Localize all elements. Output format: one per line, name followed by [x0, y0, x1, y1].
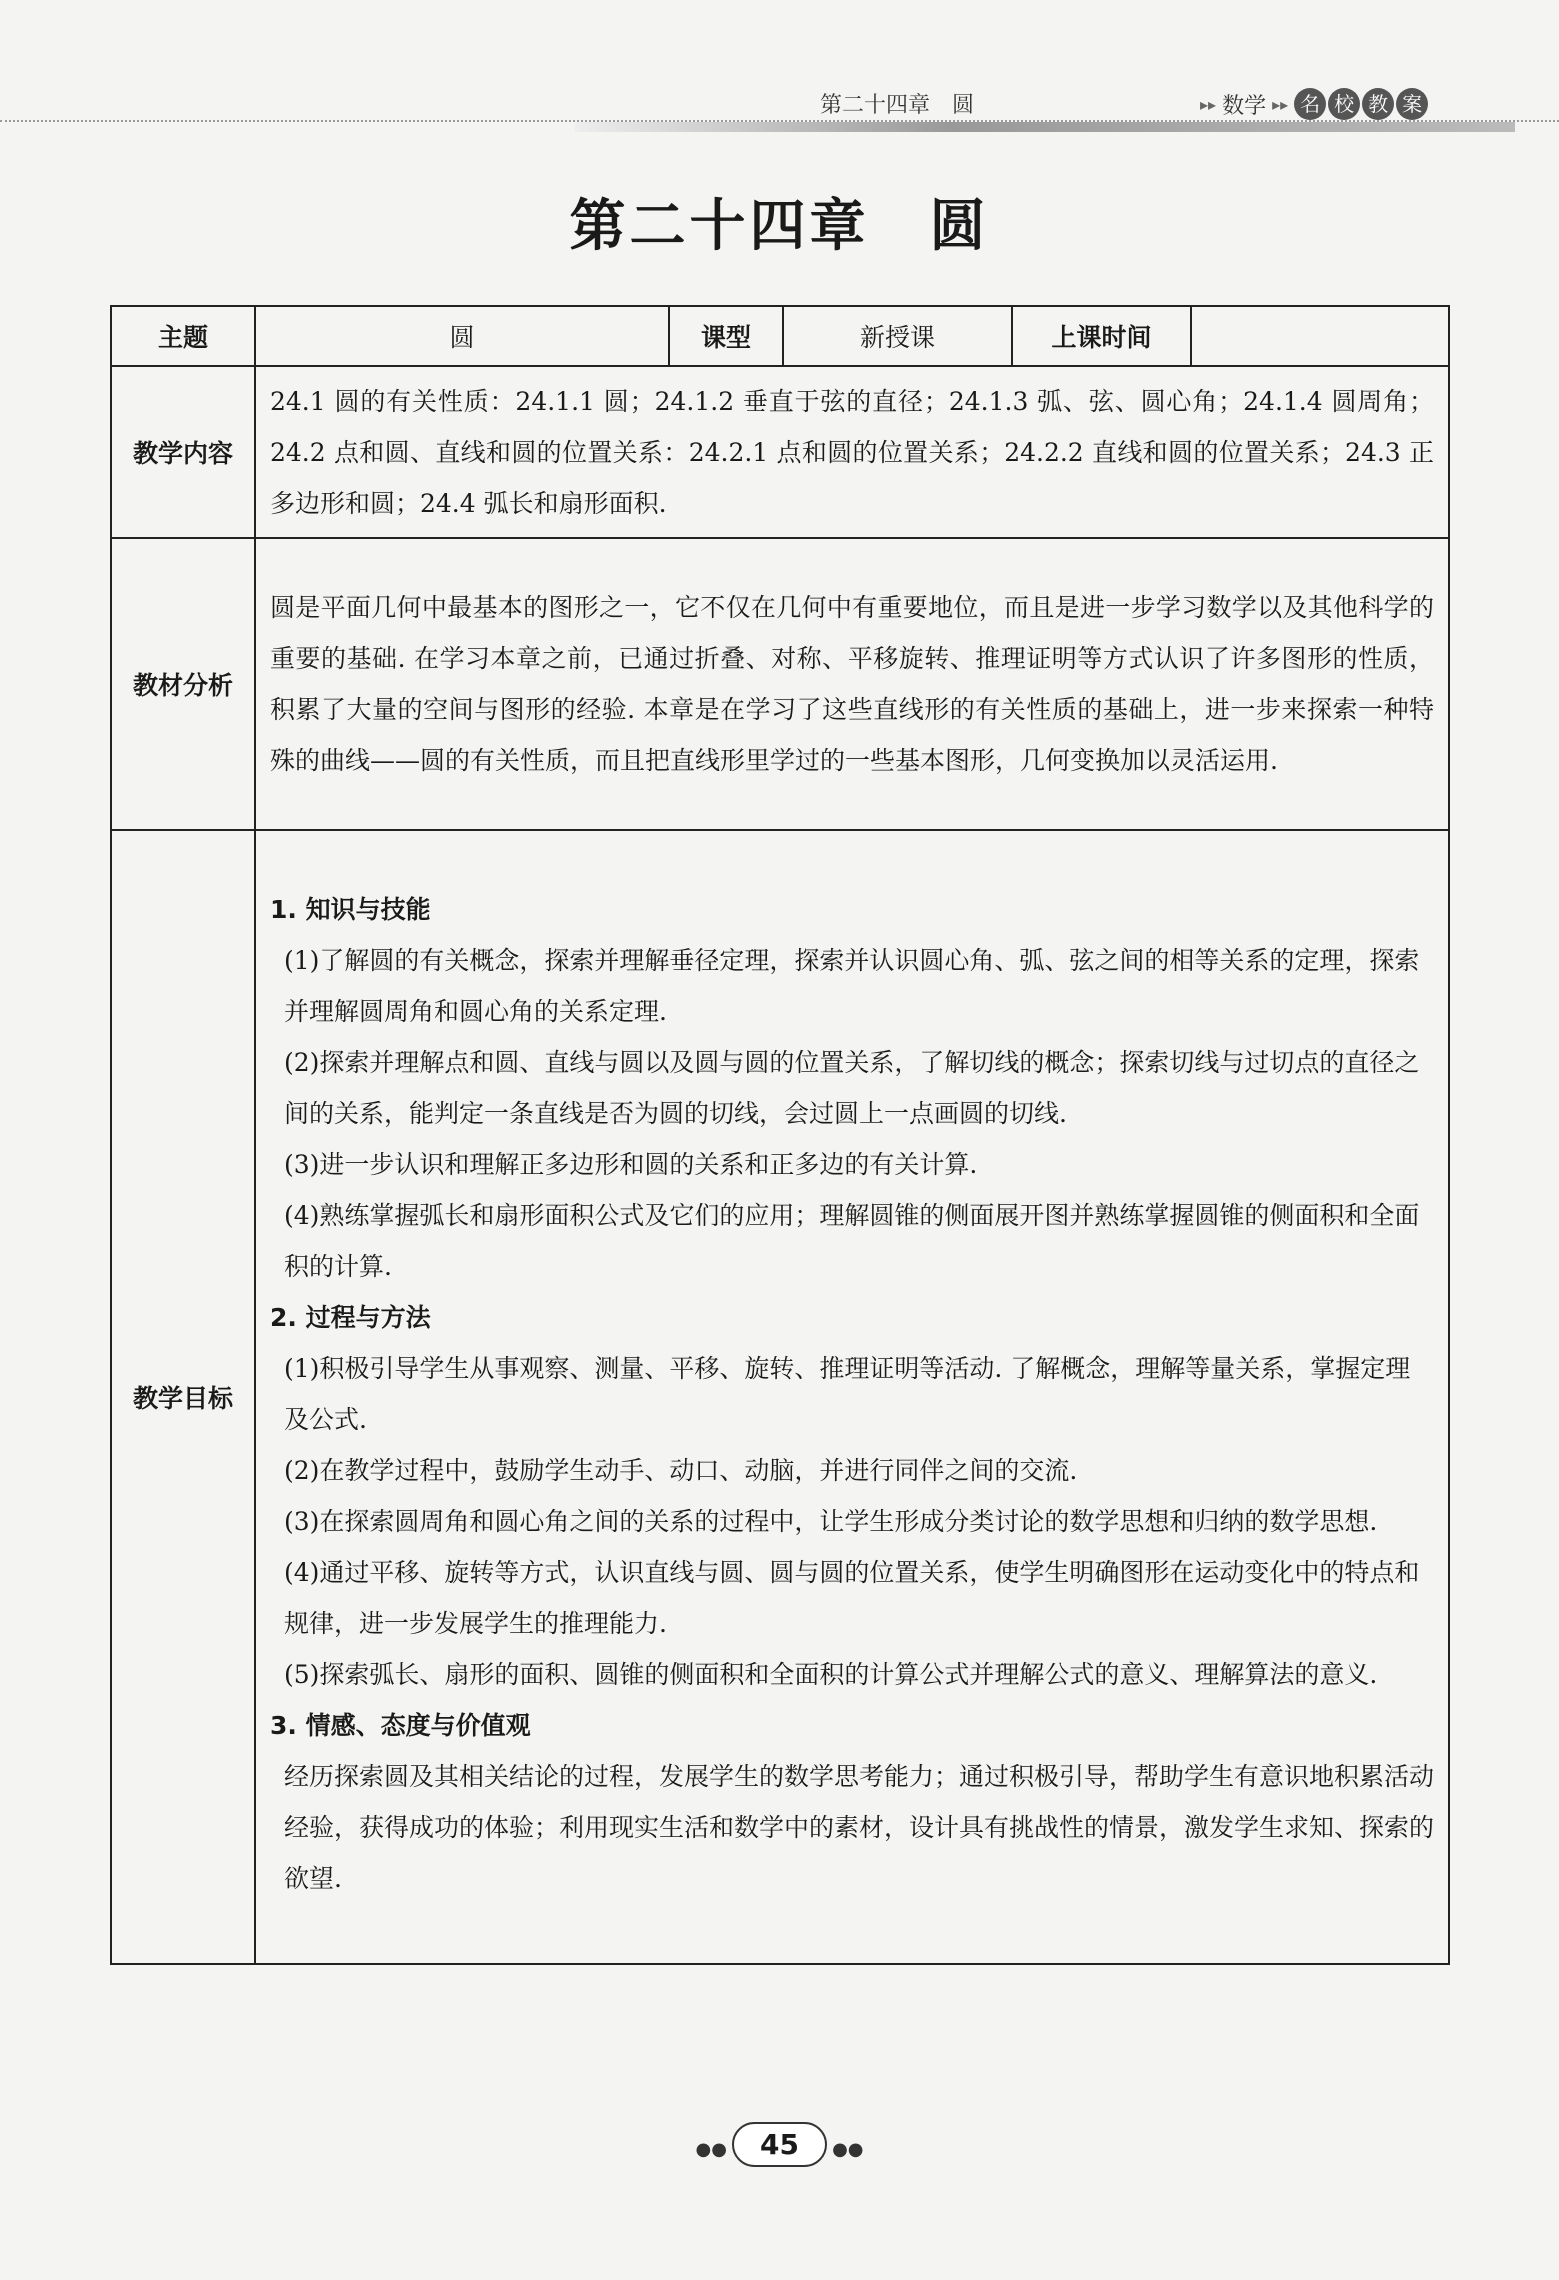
arrows-icon: ▸▸	[1200, 94, 1217, 114]
goal-paragraph: (4)熟练掌握弧长和扇形面积公式及它们的应用；理解圆锥的侧面展开图并熟练掌握圆锥的侧面积和全面积的计算.	[284, 1201, 1420, 1281]
brand-char: 校	[1328, 88, 1360, 120]
goal-paragraph: (1)了解圆的有关概念，探索并理解垂径定理，探索并认识圆心角、弧、弦之间的相等关系的定理，探索并理解圆周角和圆心角的关系定理.	[284, 946, 1420, 1026]
brand-char: 教	[1362, 88, 1394, 120]
content-label: 教学内容	[111, 366, 255, 538]
analysis-text: 圆是平面几何中最基本的图形之一，它不仅在几何中有重要地位，而且是进一步学习数学以及其他科学的重要的基础. 在学习本章之前，已通过折叠、对称、平移旋转、推理证明等方式认识了许多图形的性质，积累了大量的空间与图形的经验. 本章是在学习了这些直线形的有关性质的基础上，进一步来探索一种特殊的曲线——圆的有关性质，而且把直线形里学过的一些基本图形，几何变换加以灵活运用.	[255, 538, 1449, 830]
goal-paragraph: (3)进一步认识和理解正多边形和圆的关系和正多边的有关计算.	[284, 1150, 978, 1179]
analysis-row	[111, 538, 1449, 830]
goal-section-title: 3. 情感、态度与价值观	[270, 1711, 531, 1740]
page-number-bubble: 45	[732, 2122, 827, 2167]
goal-paragraph: (2)在教学过程中，鼓励学生动手、动口、动脑，并进行同伴之间的交流.	[284, 1456, 1078, 1485]
header-bar	[575, 122, 1515, 132]
subject-label: 数学	[1222, 93, 1267, 119]
page-number	[0, 2122, 1559, 2167]
goal-section-title: 2. 过程与方法	[270, 1303, 431, 1332]
page-title: 第二十四章 圆	[569, 194, 990, 259]
running-header-brand	[1200, 88, 1428, 120]
goals-label: 教学目标	[111, 830, 255, 1964]
goal-paragraph: (3)在探索圆周角和圆心角之间的关系的过程中，让学生形成分类讨论的数学思想和归纳的数学思想.	[284, 1507, 1378, 1536]
topic-value: 圆	[255, 306, 669, 366]
goal-section-title: 1. 知识与技能	[270, 895, 431, 924]
lesson-plan-table	[110, 305, 1450, 1965]
brand-char: 案	[1396, 88, 1428, 120]
goal-paragraph: (1)积极引导学生从事观察、测量、平移、旋转、推理证明等活动. 了解概念，理解等量关系，掌握定理及公式.	[284, 1354, 1411, 1434]
arrows-icon: ▸▸	[1272, 94, 1289, 114]
goals-content	[255, 830, 1449, 1964]
running-header-chapter: 第二十四章 圆	[820, 93, 975, 118]
type-label: 课型	[669, 306, 783, 366]
content-text: 24.1 圆的有关性质：24.1.1 圆；24.1.2 垂直于弦的直径；24.1.3 弧、弦、圆心角；24.1.4 圆周角；24.2 点和圆、直线和圆的位置关系：24.2.1 点和圆的位置关系；24.2.2 直线和圆的位置关系；24.3 正多边形和圆；24.4 弧长和扇形面积.	[255, 366, 1449, 538]
time-label: 上课时间	[1012, 306, 1191, 366]
goal-paragraph: (5)探索弧长、扇形的面积、圆锥的侧面积和全面积的计算公式并理解公式的意义、理解算法的意义.	[284, 1660, 1378, 1689]
dots-icon: ●●	[695, 2139, 727, 2160]
dots-icon: ●●	[832, 2139, 864, 2160]
time-value	[1191, 306, 1449, 366]
goals-row	[111, 830, 1449, 1964]
goal-paragraph: 经历探索圆及其相关结论的过程，发展学生的数学思考能力；通过积极引导，帮助学生有意识地积累活动经验，获得成功的体验；利用现实生活和数学中的素材，设计具有挑战性的情景，激发学生求知、探索的欲望.	[284, 1762, 1435, 1893]
content-row	[111, 366, 1449, 538]
goal-paragraph: (2)探索并理解点和圆、直线与圆以及圆与圆的位置关系，了解切线的概念；探索切线与过切点的直径之间的关系，能判定一条直线是否为圆的切线，会过圆上一点画圆的切线.	[284, 1048, 1420, 1128]
info-row	[111, 306, 1449, 366]
brand-logo	[1294, 88, 1428, 120]
analysis-label: 教材分析	[111, 538, 255, 830]
brand-char: 名	[1294, 88, 1326, 120]
topic-label: 主题	[111, 306, 255, 366]
goal-paragraph: (4)通过平移、旋转等方式，认识直线与圆、圆与圆的位置关系，使学生明确图形在运动变化中的特点和规律，进一步发展学生的推理能力.	[284, 1558, 1420, 1638]
type-value: 新授课	[783, 306, 1012, 366]
